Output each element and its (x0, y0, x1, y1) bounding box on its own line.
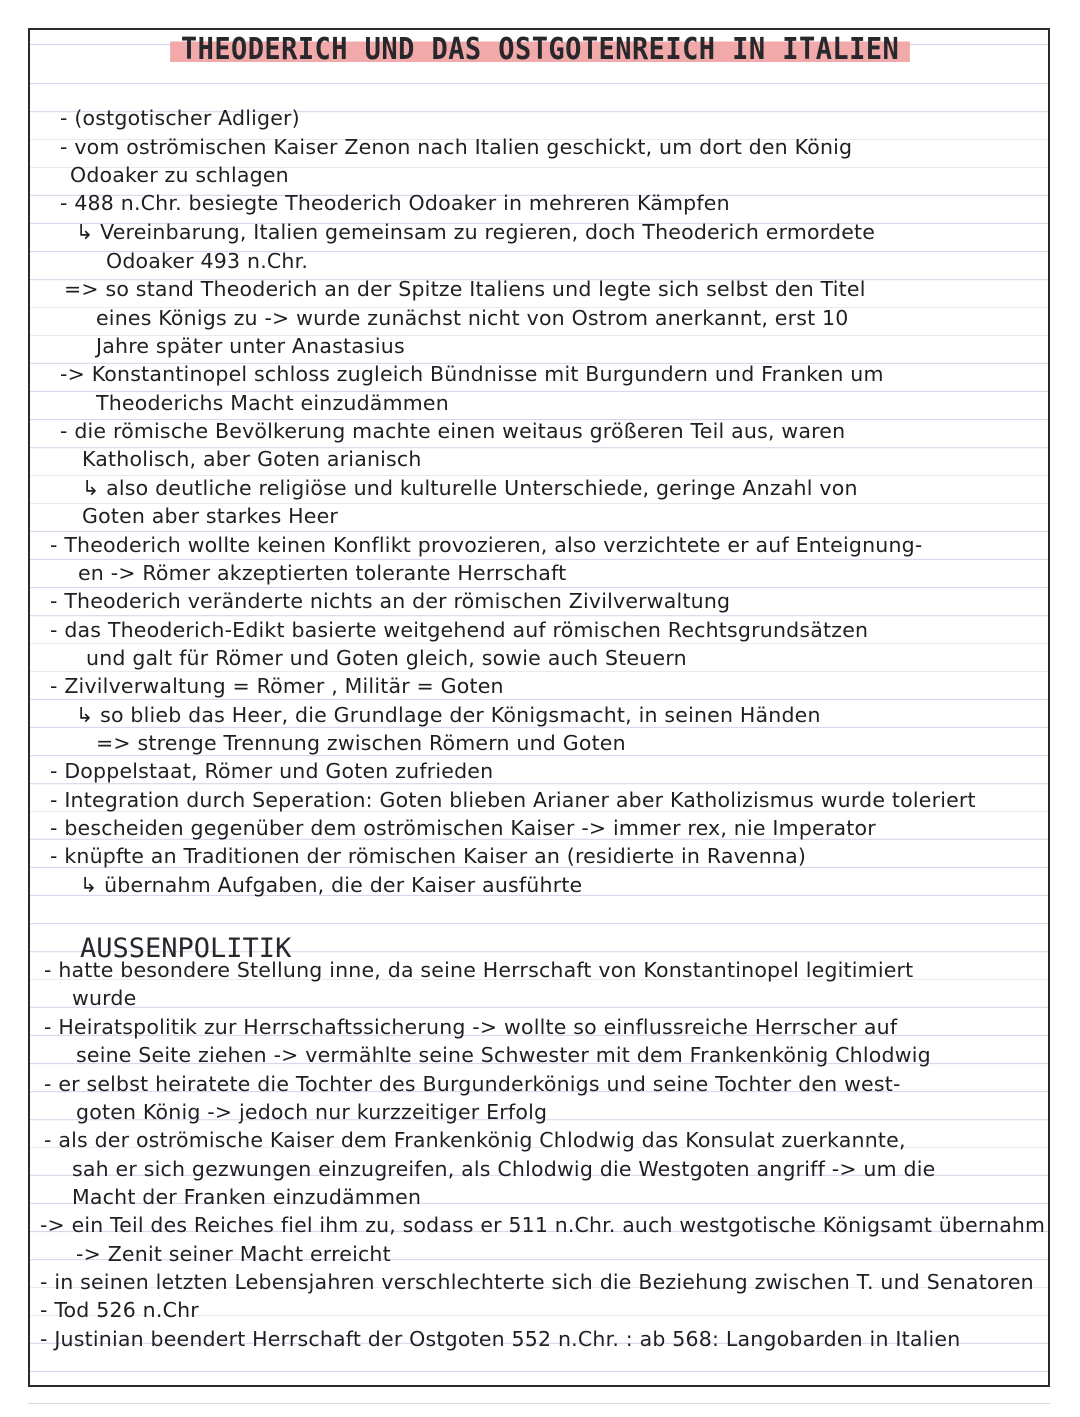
note-line: Goten aber starkes Heer (82, 504, 339, 528)
note-line: => strenge Trennung zwischen Römern und Goten (96, 731, 626, 755)
note-line: - als der oströmische Kaiser dem Frankenkönig Chlodwig das Konsulat zuerkannte, (44, 1128, 906, 1152)
note-line: - in seinen letzten Lebensjahren verschlechterte sich die Beziehung zwischen T. und Senatoren (40, 1270, 1034, 1294)
note-line: -> Zenit seiner Macht erreicht (76, 1242, 391, 1266)
note-line: ↳ so blieb das Heer, die Grundlage der Königsmacht, in seinen Händen (76, 703, 821, 727)
note-line: ↳ Vereinbarung, Italien gemeinsam zu regieren, doch Theoderich ermordete (76, 220, 876, 244)
note-line: => so stand Theoderich an der Spitze Italiens und legte sich selbst den Titel (64, 277, 866, 301)
note-line: - Doppelstaat, Römer und Goten zufrieden (50, 759, 494, 783)
section-heading-aussenpolitik: AUSSENPOLITIK (80, 933, 292, 964)
note-line: - die römische Bevölkerung machte einen weitaus größeren Teil aus, waren (60, 419, 846, 443)
note-line: - Heiratspolitik zur Herrschaftssicherung -> wollte so einflussreiche Herrscher auf (44, 1015, 898, 1039)
note-line: - das Theoderich-Edikt basierte weitgehend auf römischen Rechtsgrundsätzen (50, 618, 869, 642)
note-line: ↳ übernahm Aufgaben, die der Kaiser ausführte (80, 873, 583, 897)
note-line: - vom oströmischen Kaiser Zenon nach Italien geschickt, um dort den König (60, 135, 853, 159)
note-line: - bescheiden gegenüber dem oströmischen Kaiser -> immer rex, nie Imperator (50, 816, 876, 840)
note-line: Jahre später unter Anastasius (96, 334, 405, 358)
note-line: seine Seite ziehen -> vermählte seine Schwester mit dem Frankenkönig Chlodwig (76, 1043, 931, 1067)
note-line: - hatte besondere Stellung inne, da seine Herrschaft von Konstantinopel legitimiert (44, 958, 914, 982)
note-line: Odoaker zu schlagen (70, 163, 289, 187)
note-line: en -> Römer akzeptierten tolerante Herrschaft (78, 561, 567, 585)
note-line: sah er sich gezwungen einzugreifen, als Chlodwig die Westgoten angriff -> um die (72, 1157, 936, 1181)
note-line: Macht der Franken einzudämmen (72, 1185, 422, 1209)
note-line: - 488 n.Chr. besiegte Theoderich Odoaker in mehreren Kämpfen (60, 191, 730, 215)
note-line: - (ostgotischer Adliger) (60, 106, 300, 130)
note-line: Theoderichs Macht einzudämmen (96, 391, 449, 415)
note-line: Odoaker 493 n.Chr. (106, 249, 309, 273)
note-line: -> ein Teil des Reiches fiel ihm zu, sodass er 511 n.Chr. auch westgotische Königsamt übernahm (40, 1213, 1046, 1237)
note-line: Katholisch, aber Goten arianisch (82, 447, 422, 471)
page-title: THEODERICH UND DAS OSTGOTENREICH IN ITALIEN (170, 30, 910, 69)
note-line: - Tod 526 n.Chr (40, 1298, 199, 1322)
note-line: - knüpfte an Traditionen der römischen Kaiser an (residierte in Ravenna) (50, 844, 807, 868)
note-line: - Theoderich wollte keinen Konflikt provozieren, also verzichtete er auf Enteignung- (50, 533, 923, 557)
note-line: - Theoderich veränderte nichts an der römischen Zivilverwaltung (50, 589, 731, 613)
note-line: eines Königs zu -> wurde zunächst nicht von Ostrom anerkannt, erst 10 (96, 306, 849, 330)
note-line: goten König -> jedoch nur kurzzeitiger Erfolg (76, 1100, 548, 1124)
note-line: ↳ also deutliche religiöse und kulturelle Unterschiede, geringe Anzahl von (82, 476, 858, 500)
note-line: wurde (72, 986, 137, 1010)
note-line: - Integration durch Seperation: Goten blieben Arianer aber Katholizismus wurde toleriert (50, 788, 976, 812)
note-line: - er selbst heiratete die Tochter des Burgunderkönigs und seine Tochter den west- (44, 1072, 901, 1096)
note-line: - Zivilverwaltung = Römer , Militär = Goten (50, 674, 504, 698)
note-line: - Justinian beendert Herrschaft der Ostgoten 552 n.Chr. : ab 568: Langobarden in Italien (40, 1327, 961, 1351)
note-line: und galt für Römer und Goten gleich, sowie auch Steuern (86, 646, 687, 670)
note-line: -> Konstantinopel schloss zugleich Bündnisse mit Burgundern und Franken um (60, 362, 884, 386)
